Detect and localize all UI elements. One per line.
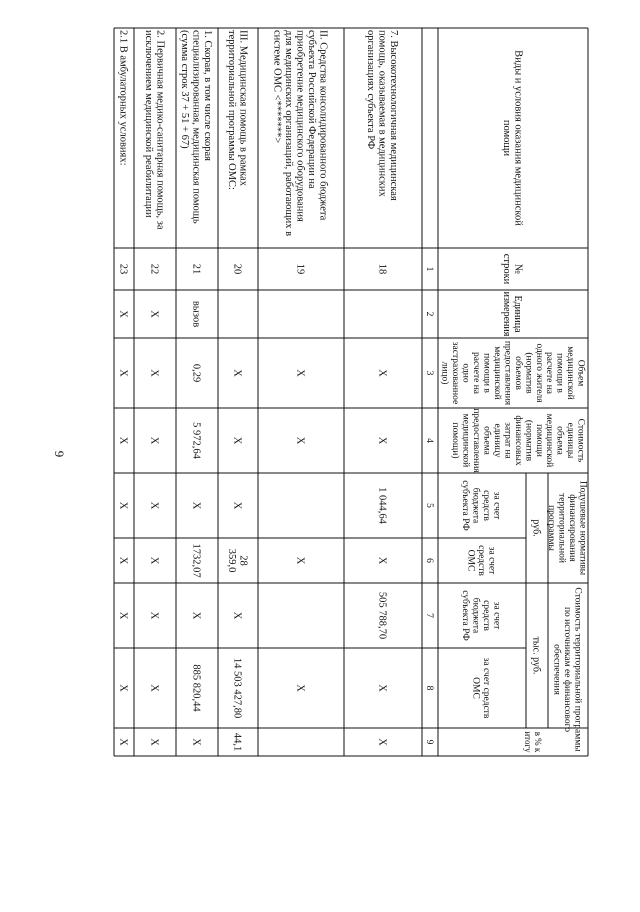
row-18-cell-10: Х (376, 738, 388, 746)
row-20-cell-5: Х (231, 436, 243, 445)
row-22-cell-2: 22 (148, 263, 160, 275)
row-21-cell-9: 885 820,44 (190, 664, 202, 712)
column-number-8: 8 (423, 685, 434, 691)
row-22-name: 2. Первичная медико-санитарная помощь, заисключением медицинской реабилитации (142, 30, 166, 230)
row-23-cell-2: 23 (117, 263, 129, 275)
header-group-cost: Стоимость территориальной программыпо источникам ее финансовогообеспечения (551, 587, 583, 752)
header-norm-budget: за счетсредствбюджетасубъекта РФ (460, 480, 502, 531)
header-row-number: №строки (500, 253, 524, 285)
row-20-cell-4: Х (231, 369, 243, 377)
header-unit-cost: Стоимостьединицыобъемамедицинскойпомощи(нормативфинансовыхзатрат наединицуобъемапредоставлениямедицинскойпомощи) (450, 408, 586, 473)
column-number-7: 7 (423, 613, 434, 618)
row-19-name: II. Средства консолидированного бюджетасубъекта Российской Федерации наприобретение медицинского оборудованиядля медицинских организаций, работающих всистеме ОМС <*******> (271, 30, 329, 237)
row-22-cell-10: Х (148, 738, 160, 746)
column-number-4: 4 (423, 438, 434, 443)
column-number-6: 6 (423, 558, 434, 563)
header-kinds: Виды и условия оказания медицинскойпомощи (500, 50, 524, 226)
column-number-9: 9 (423, 739, 434, 745)
row-19-cell-7: Х (294, 556, 306, 565)
header-cost-budget: за счетсредствбюджетасубъекта РФ (460, 590, 502, 641)
header-group-norm-unit: руб. (530, 519, 542, 537)
row-23-cell-6: Х (117, 501, 129, 510)
row-19-cell-9: Х (294, 684, 306, 692)
row-20-cell-6: Х (231, 501, 243, 510)
row-23-cell-9: Х (117, 684, 129, 692)
row-19-cell-4: Х (294, 369, 306, 377)
row-19-cell-5: Х (294, 436, 306, 445)
row-18-cell-6: 1 044,64 (376, 487, 388, 524)
header-percent: в % китогу (523, 731, 543, 753)
header-unit: Единицаизмерения (501, 291, 524, 337)
row-18-name: 7. Высокотехнологичная медицинскаяпомощь, оказываемая в медицинскихорганизациях субъекта РФ (364, 30, 400, 201)
row-21-name: 1. Скорая, в том числе скораяспециализированная, медицинская помощь(сумма строк 37 + 51 + 67) (178, 30, 214, 224)
column-number-5: 5 (423, 503, 434, 508)
row-23-cell-7: Х (117, 556, 129, 565)
row-21-cell-10: Х (190, 738, 202, 746)
row-22-cell-9: Х (148, 684, 160, 692)
header-group-norm: Подушевые нормативыфинансированиятерриториальнойпрограммы (546, 480, 588, 576)
header-norm-oms: за счетсредствОМС (465, 545, 497, 576)
row-20-cell-9: 14 503 427,80 (231, 657, 243, 719)
row-20-cell-8: Х (231, 611, 243, 620)
row-23-cell-8: Х (117, 611, 129, 620)
row-21-cell-5: 5 972,64 (190, 422, 202, 459)
row-22-cell-7: Х (148, 556, 160, 565)
row-18-cell-5: Х (376, 436, 388, 445)
row-18-cell-2: 18 (376, 263, 388, 275)
page-number: 6 (51, 450, 67, 458)
row-23-name: 2.1 В амбулаторных условиях: (117, 30, 129, 166)
row-21-cell-8: Х (190, 611, 202, 620)
row-18-cell-9: Х (376, 684, 388, 692)
header-cost-oms: за счет средствОМС (470, 657, 492, 719)
row-21-cell-4: 0,29 (190, 363, 202, 383)
row-21-cell-2: 21 (190, 263, 202, 275)
row-22-cell-8: Х (148, 611, 160, 620)
row-20-cell-2: 20 (231, 263, 243, 275)
financing-table (114, 28, 588, 756)
column-number-1: 1 (423, 266, 434, 272)
row-20-cell-7: 28359,0 (225, 548, 249, 573)
row-19-cell-2: 19 (294, 263, 306, 275)
row-18-cell-7: Х (376, 556, 388, 565)
row-23-cell-10: Х (117, 738, 129, 746)
row-22-cell-6: Х (148, 501, 160, 510)
row-20-name: III. Медицинская помощь в рамкахтерриториальной программы ОМС: (225, 30, 249, 190)
row-21-cell-7: 1732,07 (190, 543, 202, 578)
header-volume: Объеммедицинскойпомощи врасчете наодного жителя(нормативобъемовпредоставлениямедицинскойпомощи врасчете наоднозастрахованноелицо) (439, 340, 586, 406)
row-18-cell-8: 505 788,70 (376, 591, 388, 640)
row-23-cell-5: Х (117, 436, 129, 445)
row-23-cell-4: Х (117, 369, 129, 377)
header-group-cost-unit: тыс. руб. (530, 636, 542, 675)
column-number-3: 3 (423, 370, 434, 376)
column-number-2: 2 (423, 311, 434, 317)
row-22-cell-4: Х (148, 369, 160, 377)
row-22-cell-3: Х (148, 310, 160, 318)
row-22-cell-5: Х (148, 436, 160, 445)
row-23-cell-3: Х (117, 310, 129, 318)
row-21-cell-3: вызов (190, 300, 202, 328)
row-21-cell-6: Х (190, 501, 202, 510)
row-18-cell-4: Х (376, 369, 388, 377)
row-20-cell-10: 44,1 (231, 732, 243, 752)
